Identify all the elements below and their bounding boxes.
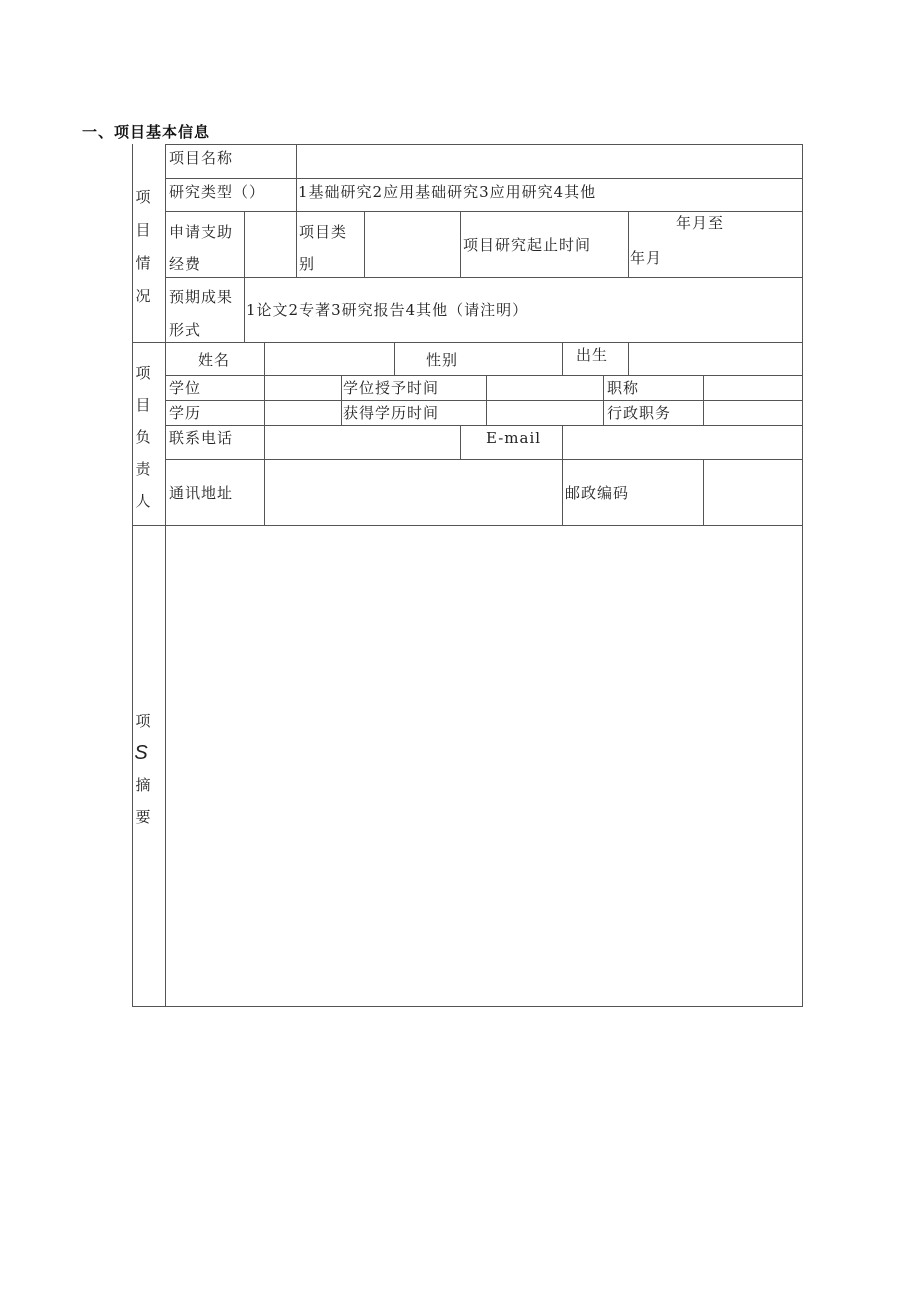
col-divider	[562, 342, 563, 375]
birth-label: 出生	[576, 346, 609, 364]
funding-label-line1: 申请支助	[169, 223, 234, 241]
group-label-char: 责	[135, 460, 151, 478]
table-border	[165, 144, 166, 1007]
person-name-label: 姓名	[198, 351, 231, 369]
col-divider	[394, 342, 395, 375]
group-label-char: 项	[135, 188, 151, 206]
row-divider	[165, 277, 803, 278]
email-label: E-mail	[486, 429, 542, 447]
col-divider	[628, 211, 629, 277]
col-divider	[244, 211, 245, 342]
group-label-char: 要	[135, 808, 151, 826]
gender-label: 性别	[426, 351, 459, 369]
col-divider	[628, 342, 629, 375]
group-label-char: S	[134, 742, 148, 764]
col-divider	[703, 375, 704, 425]
group-label-char: 项	[135, 364, 151, 382]
table-border	[132, 1006, 803, 1007]
row-divider	[165, 178, 803, 179]
period-from-text: 年月至	[676, 214, 725, 232]
degree-time-label: 学位授予时间	[343, 379, 440, 397]
group-label-char: 情	[135, 254, 151, 272]
row-divider	[165, 425, 803, 426]
table-border	[802, 144, 803, 1007]
admin-position-label: 行政职务	[607, 404, 672, 422]
category-label-line1: 项目类	[299, 223, 348, 241]
section-title: 一、项目基本信息	[82, 123, 211, 141]
group-label-char: 负	[135, 428, 151, 446]
education-label: 学历	[169, 404, 202, 422]
research-type-options: 1基础研究2应用基础研究3应用研究4其他	[298, 183, 597, 201]
group-label-char: 人	[135, 492, 151, 510]
research-period-label: 项目研究起止时间	[463, 236, 592, 254]
row-divider	[165, 375, 803, 376]
outcome-options: 1论文2专著3研究报告4其他（请注明）	[246, 301, 529, 319]
row-divider	[165, 400, 803, 401]
group-label-char: 摘	[135, 776, 151, 794]
project-name-label: 项目名称	[169, 149, 234, 167]
col-divider	[562, 425, 563, 525]
degree-label: 学位	[169, 379, 202, 397]
group-divider	[132, 525, 803, 526]
category-label-line2: 别	[299, 255, 316, 273]
table-border	[165, 144, 803, 145]
row-divider	[165, 211, 803, 212]
col-divider	[703, 459, 704, 525]
outcome-label-line2: 形式	[169, 321, 202, 339]
group-label-char: 目	[135, 396, 151, 414]
group-label-char: 目	[135, 221, 151, 239]
col-divider	[296, 144, 297, 211]
funding-label-line2: 经费	[169, 255, 202, 273]
row-divider	[165, 459, 803, 460]
group-label-char: 项	[135, 712, 151, 730]
col-divider	[486, 375, 487, 425]
research-type-label: 研究类型（）	[169, 183, 266, 201]
period-to-text: 年月	[630, 249, 663, 267]
group-label-char: 况	[135, 287, 151, 305]
col-divider	[341, 375, 342, 425]
col-divider	[296, 211, 297, 277]
outcome-label-line1: 预期成果	[169, 288, 234, 306]
education-time-label: 获得学历时间	[343, 404, 440, 422]
phone-label: 联系电话	[169, 429, 234, 447]
col-divider	[460, 211, 461, 277]
col-divider	[603, 375, 604, 425]
col-divider	[364, 211, 365, 277]
group-divider	[132, 342, 803, 343]
col-divider	[264, 342, 265, 525]
address-label: 通讯地址	[169, 484, 234, 502]
col-divider	[460, 425, 461, 459]
title-label: 职称	[607, 379, 640, 397]
postcode-label: 邮政编码	[565, 484, 630, 502]
